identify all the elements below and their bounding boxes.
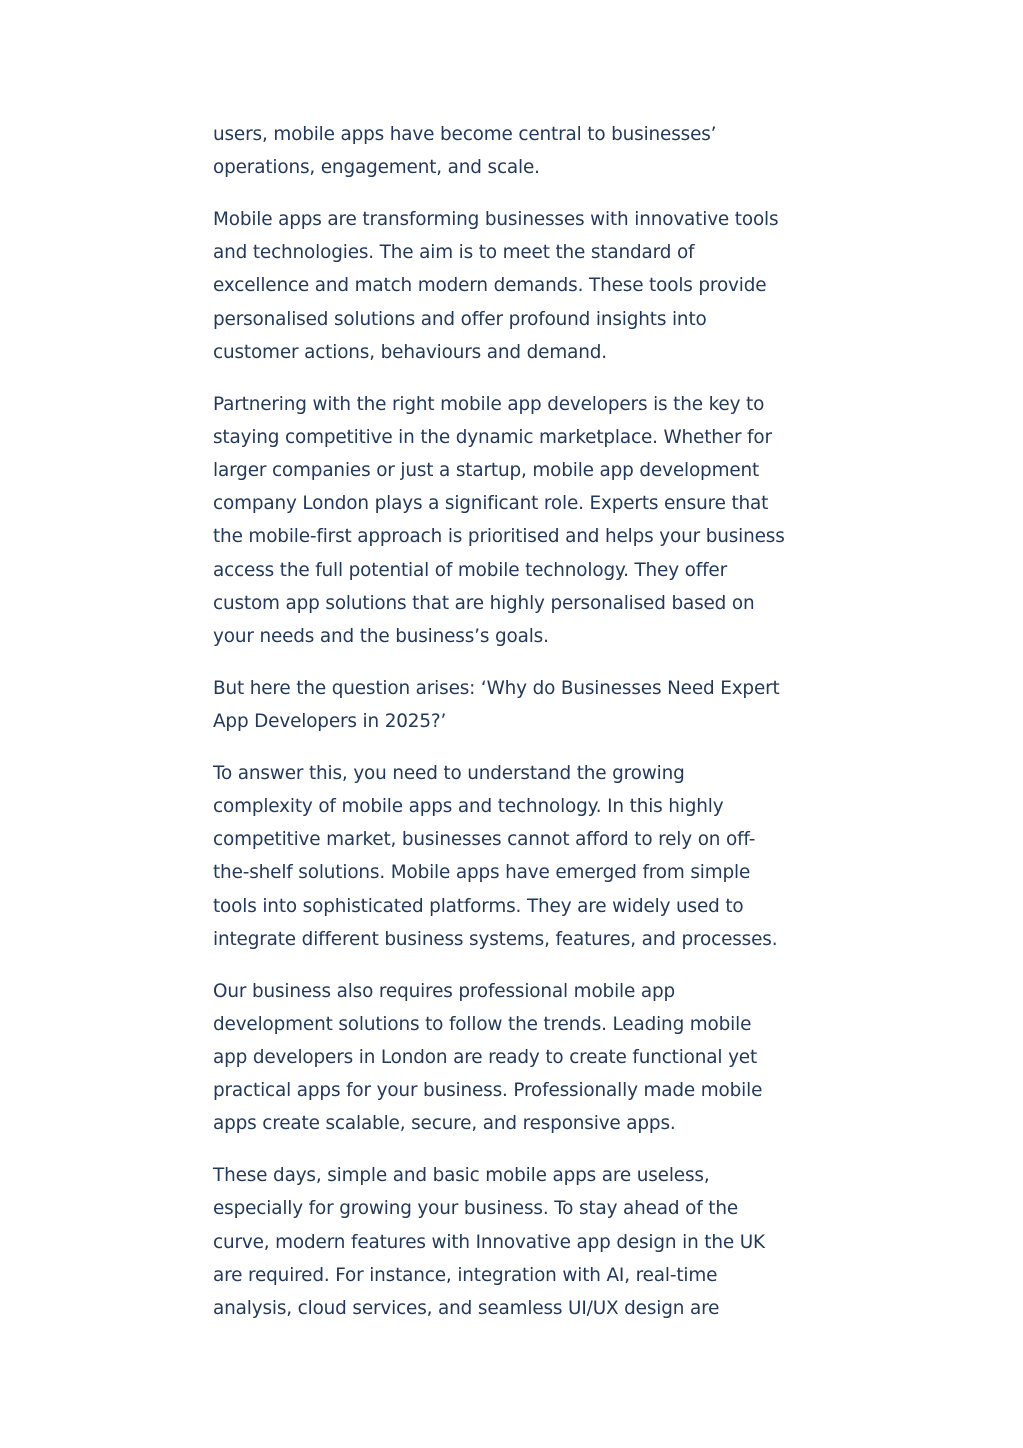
text-line: operations, engagement, and scale.: [213, 157, 540, 179]
text-line: larger companies or just a startup, mobile app development: [213, 460, 760, 482]
text-line: the-shelf solutions. Mobile apps have emerged from simple: [213, 862, 751, 884]
text-line: To answer this, you need to understand the growing: [213, 762, 685, 784]
text-line: and technologies. The aim is to meet the standard of: [213, 242, 695, 264]
text-line: But here the question arises: ‘Why do Businesses Need Expert: [213, 677, 780, 699]
text-line: Partnering with the right mobile app developers is the key to: [213, 393, 765, 415]
text-line: personalised solutions and offer profound insights into: [213, 308, 707, 330]
text-line: customer actions, behaviours and demand.: [213, 341, 607, 363]
text-line: access the full potential of mobile technology. They offer: [213, 559, 727, 581]
text-line: These days, simple and basic mobile apps are useless,: [213, 1165, 710, 1187]
paragraph-7: [213, 1159, 813, 1325]
text-line: curve, modern features with Innovative app design in the UK: [213, 1231, 765, 1253]
text-line: are required. For instance, integration with AI, real-time: [213, 1264, 718, 1286]
text-line: especially for growing your business. To stay ahead of the: [213, 1198, 738, 1220]
text-line: App Developers in 2025?’: [213, 711, 447, 733]
text-line: excellence and match modern demands. These tools provide: [213, 275, 767, 297]
paragraph-1: [213, 118, 813, 184]
paragraph-5: [213, 757, 813, 956]
text-line: users, mobile apps have become central to businesses’: [213, 124, 717, 145]
paragraph-6: [213, 975, 813, 1141]
text-line: complexity of mobile apps and technology. In this highly: [213, 796, 724, 818]
text-line: tools into sophisticated platforms. They are widely used to: [213, 895, 744, 917]
text-line: Our business also requires professional mobile app: [213, 980, 676, 1002]
text-line: competitive market, businesses cannot afford to rely on off-: [213, 829, 756, 851]
text-line: the mobile-first approach is prioritised and helps your business: [213, 526, 785, 548]
text-line: staying competitive in the dynamic marketplace. Whether for: [213, 426, 772, 448]
text-line: app developers in London are ready to create functional yet: [213, 1047, 758, 1069]
text-line: development solutions to follow the trends. Leading mobile: [213, 1013, 752, 1035]
text-line: apps create scalable, secure, and responsive apps.: [213, 1113, 676, 1135]
text-line: Mobile apps are transforming businesses with innovative tools: [213, 209, 779, 230]
body-text: [213, 118, 813, 1344]
text-line: your needs and the business’s goals.: [213, 626, 549, 648]
paragraph-2: [213, 203, 813, 369]
paragraph-3: [213, 388, 813, 654]
text-line: analysis, cloud services, and seamless UI/UX design are: [213, 1298, 720, 1320]
text-line: practical apps for your business. Professionally made mobile: [213, 1080, 763, 1102]
text-line: custom app solutions that are highly personalised based on: [213, 592, 755, 614]
text-line: company London plays a significant role. Experts ensure that: [213, 493, 769, 515]
text-line: integrate different business systems, features, and processes.: [213, 928, 778, 950]
paragraph-4: [213, 672, 813, 738]
